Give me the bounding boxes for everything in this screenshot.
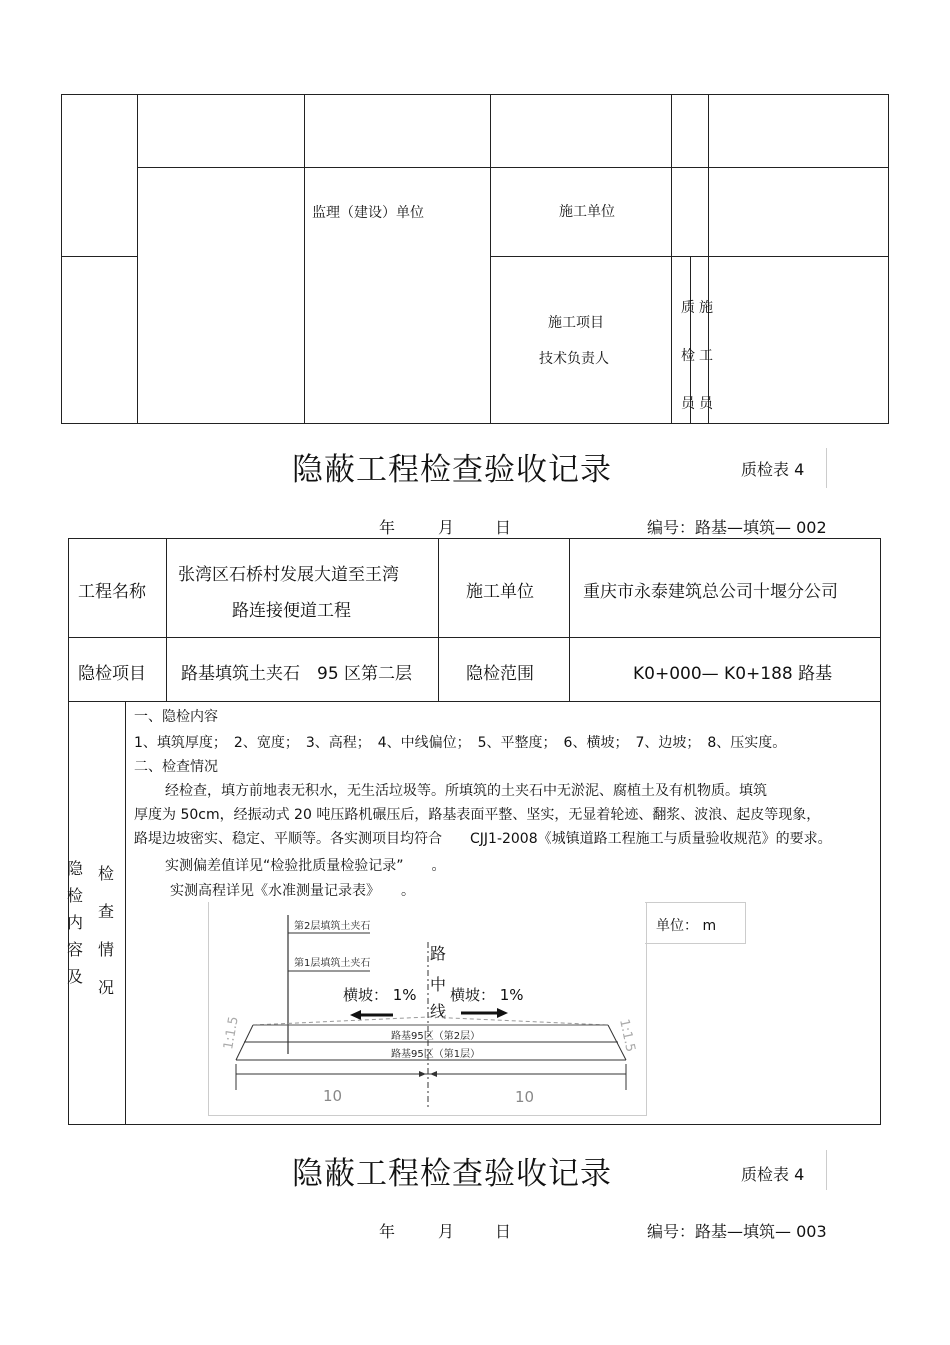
layer2-fill-label: 第2层填筑土夹石 (294, 921, 371, 932)
check-paragraph: 路堤边坡密实、稳定、平顺等。各实测项目均符合 CJJ1-2008《城镇道路工程施工与质量验收规范》的要求。 (134, 831, 832, 847)
tech-lead-label-line1: 施工项目 (548, 315, 604, 331)
tech-lead-label-line2: 技术负责人 (539, 351, 609, 367)
table-border (68, 538, 881, 539)
check-paragraph: 经检查，填方前地表无积水，无生活垃圾等。所填筑的土夹石中无淤泥、腐植土及有机物质。填筑 (165, 783, 767, 799)
date-year: 年 (379, 518, 396, 537)
table-grid-line (438, 538, 439, 702)
hidden-item-value: 路基填筑土夹石 95 区第二层 (181, 664, 413, 684)
record-title: 隐蔽工程检查验收记录 (292, 1156, 612, 1192)
centerline-label: 路中线 (208, 902, 211, 903)
centerline-label-1: 路 (430, 944, 447, 963)
date-day: 日 (495, 518, 512, 537)
slope-right-arrowhead (497, 1008, 508, 1018)
table-grid-line (137, 94, 138, 424)
date-day: 日 (495, 1222, 512, 1241)
date-month: 月 (438, 518, 455, 537)
table-grid-line (61, 256, 138, 257)
project-name-value-line1: 张湾区石桥村发展大道至王湾 (178, 565, 399, 585)
check-paragraph: 实测偏差值详见“检验批质量检验记录” 。 (165, 858, 446, 874)
construction-unit-label: 施工单位 (466, 582, 534, 602)
table-border (61, 94, 62, 424)
table-grid-line (569, 538, 570, 702)
table-grid-line (125, 701, 126, 1125)
supervisor-unit-label: 监理（建设）单位 (312, 205, 424, 221)
range-value: K0+000— K0+188 路基 (633, 664, 833, 684)
content-heading: 一、隐检内容 (134, 709, 218, 725)
table-grid-line (490, 94, 491, 424)
divider (826, 1150, 827, 1190)
record-title: 隐蔽工程检查验收记录 (292, 452, 612, 488)
side-label-right: 检查情况 (97, 864, 114, 997)
table-border (888, 94, 889, 424)
dimension-arrowhead (430, 1071, 437, 1077)
project-name-label: 工程名称 (78, 582, 146, 602)
cross-section-diagram (208, 902, 645, 1115)
table-grid-line (671, 94, 672, 424)
table-grid-line (68, 701, 881, 702)
hidden-item-label: 隐检项目 (78, 664, 146, 684)
range-label: 隐检范围 (466, 664, 534, 684)
content-items: 1、填筑厚度； 2、宽度； 3、高程； 4、中线偏位； 5、平整度； 6、横坡； 7、边坡； 8、压实度。 (134, 735, 787, 751)
centerline-label-2: 中 (430, 975, 447, 994)
slope-left-arrowhead (350, 1010, 361, 1020)
table-grid-line (68, 637, 881, 638)
check-heading: 二、检查情况 (134, 759, 218, 775)
date-month: 月 (438, 1222, 455, 1241)
side-slope-left-label: 1:1.5 (221, 1015, 242, 1051)
centerline-label-3: 线 (430, 1002, 447, 1021)
table-grid-line (490, 256, 889, 257)
record-code: 编号：路基—填筑— 002 (647, 518, 827, 537)
side-slope-right-label: 1:1.5 (616, 1017, 638, 1054)
unit-label: 单位： m (656, 918, 717, 934)
table-border (68, 1124, 881, 1125)
table-grid-line (137, 167, 889, 168)
table-border (880, 538, 881, 1125)
table-grid-line (304, 94, 305, 424)
constructor-label: 施工员 (699, 300, 713, 412)
table-grid-line (166, 538, 167, 702)
slope-left-label: 横坡： 1% (343, 986, 417, 1004)
table-border (61, 94, 889, 95)
dimension-arrowhead (419, 1071, 426, 1077)
divider (826, 448, 827, 488)
quality-inspector-label: 质检员 (681, 300, 695, 412)
table-border (68, 538, 69, 1125)
check-paragraph: 厚度为 50cm，经振动式 20 吨压路机碾压后，路基表面平整、坚实，无显着轮迹、翻浆、波浪、起皮等现象， (134, 807, 821, 823)
construction-unit-value: 重庆市永泰建筑总公司十堰分公司 (583, 582, 838, 602)
form-number: 质检表 4 (741, 460, 805, 479)
layer1-base-label: 路基95区（第1层） (391, 1049, 481, 1060)
slope-right-label: 横坡： 1% (450, 986, 524, 1004)
check-paragraph: 实测高程详见《水准测量记录表》 。 (170, 883, 415, 899)
width-right-label: 10 (515, 1088, 535, 1106)
project-name-value-line2: 路连接便道工程 (232, 601, 351, 621)
layer1-fill-label: 第1层填筑土夹石 (294, 958, 371, 969)
layer2-base-label: 路基95区（第2层） (391, 1031, 481, 1042)
form-number: 质检表 4 (741, 1165, 805, 1184)
date-year: 年 (379, 1222, 396, 1241)
record-code: 编号：路基—填筑— 003 (647, 1222, 827, 1241)
table-border (61, 423, 889, 424)
width-left-label: 10 (323, 1087, 343, 1105)
construction-unit-label: 施工单位 (559, 204, 615, 220)
table-grid-line (708, 94, 709, 256)
side-label-left: 隐检内容及 (66, 859, 83, 986)
